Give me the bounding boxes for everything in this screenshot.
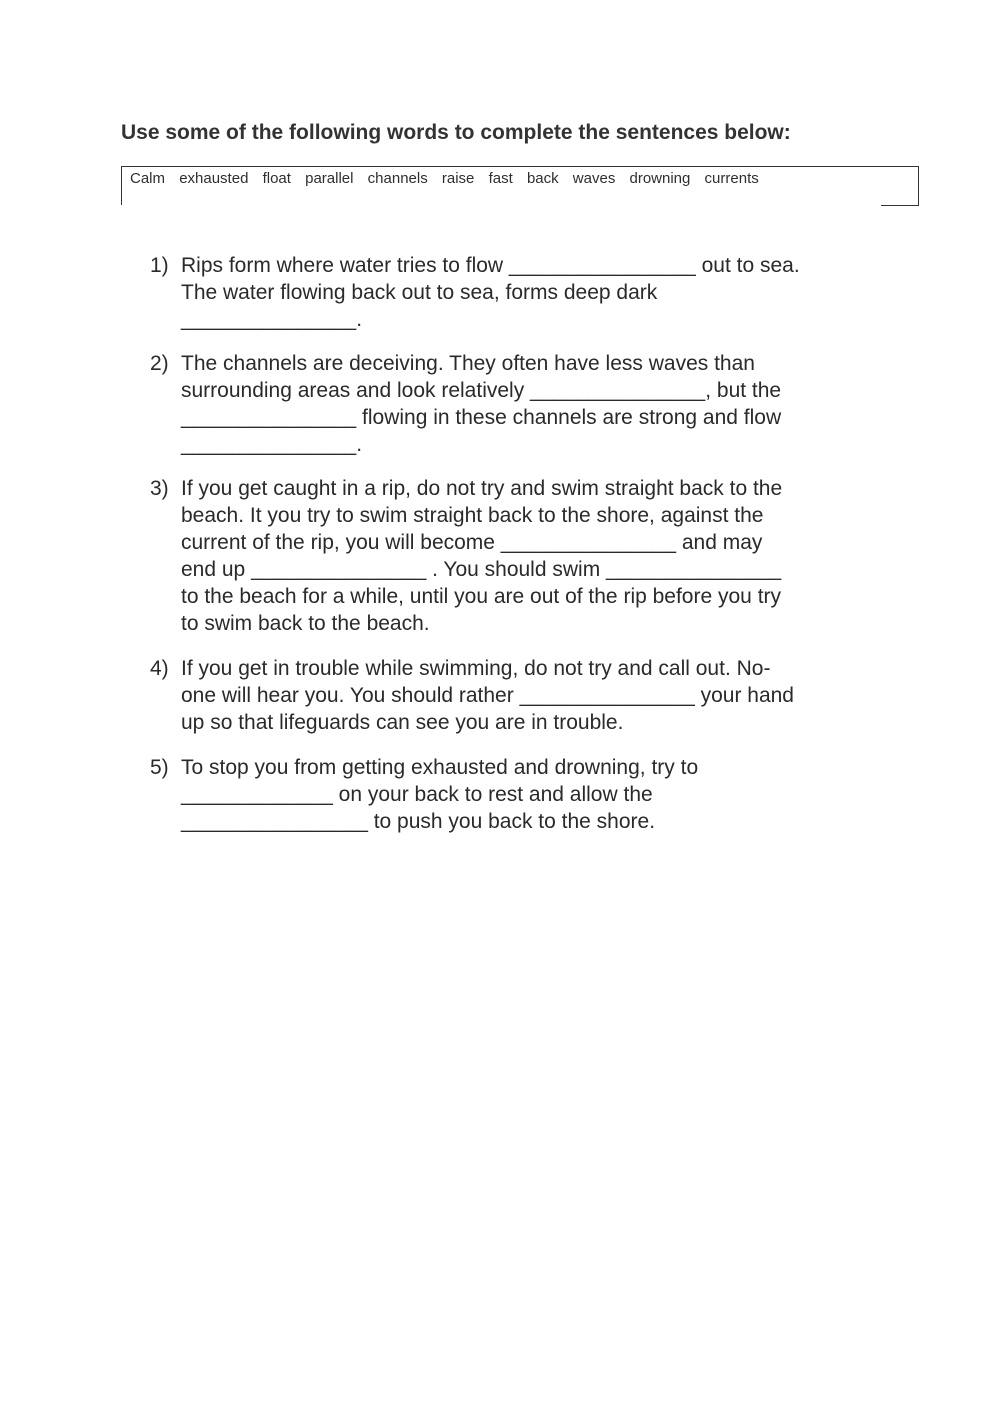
word-bank-item: currents [704,170,759,187]
word-bank-box [121,166,918,205]
question-line: _______________. [181,308,363,331]
word-bank-border-left [121,166,122,205]
question-item [150,475,890,637]
question-number: 5) [150,756,169,779]
word-bank-border-bottom [881,205,919,206]
word-bank-item: raise [441,170,475,187]
question-item [150,252,890,333]
question-list [150,252,890,835]
word-bank-item: channels [367,170,428,187]
question-number: 1) [150,254,169,277]
word-list [130,170,769,187]
question-line: to the beach for a while, until you are out of the rip before you try [181,585,782,608]
word-bank-border-top [121,166,918,167]
question-line: one will hear you. You should rather _______________ your hand [181,684,794,707]
word-bank-item: Calm [130,170,166,187]
question-line: ________________ to push you back to the shore. [181,810,656,833]
word-bank-item: waves [572,170,616,187]
question-number: 4) [150,657,169,680]
question-line: Rips form where water tries to flow ________________ out to sea. [181,254,800,277]
question-line: The channels are deceiving. They often have less waves than [181,352,755,375]
word-bank-item: float [262,170,291,187]
question-line: to swim back to the beach. [181,612,430,635]
word-bank-item: back [526,170,559,187]
question-line: _____________ on your back to rest and allow the [181,783,653,806]
question-number: 2) [150,352,169,375]
question-line: If you get caught in a rip, do not try and swim straight back to the [181,477,783,500]
question-item [150,350,890,458]
question-line: current of the rip, you will become _______________ and may [181,531,763,554]
question-number: 3) [150,477,169,500]
question-line: _______________ flowing in these channels are strong and flow [181,406,782,429]
word-bank-item: parallel [305,170,354,187]
question-line: beach. It you try to swim straight back to the shore, against the [181,504,764,527]
question-line: _______________. [181,433,363,456]
question-line: To stop you from getting exhausted and drowning, try to [181,756,699,779]
word-bank-item: exhausted [179,170,249,187]
question-line: If you get in trouble while swimming, do not try and call out. No- [181,657,771,680]
word-bank-border-right [918,166,919,205]
word-bank-item: drowning [629,170,691,187]
instructions-heading: Use some of the following words to complete the sentences below: [121,121,791,144]
word-bank-item: fast [488,170,513,187]
question-item [150,754,890,835]
question-line: up so that lifeguards can see you are in trouble. [181,711,624,734]
question-item [150,655,890,736]
question-line: end up _______________ . You should swim _______________ [181,558,782,581]
question-line: The water flowing back out to sea, forms deep dark [181,281,658,304]
question-line: surrounding areas and look relatively _______________, but the [181,379,782,402]
